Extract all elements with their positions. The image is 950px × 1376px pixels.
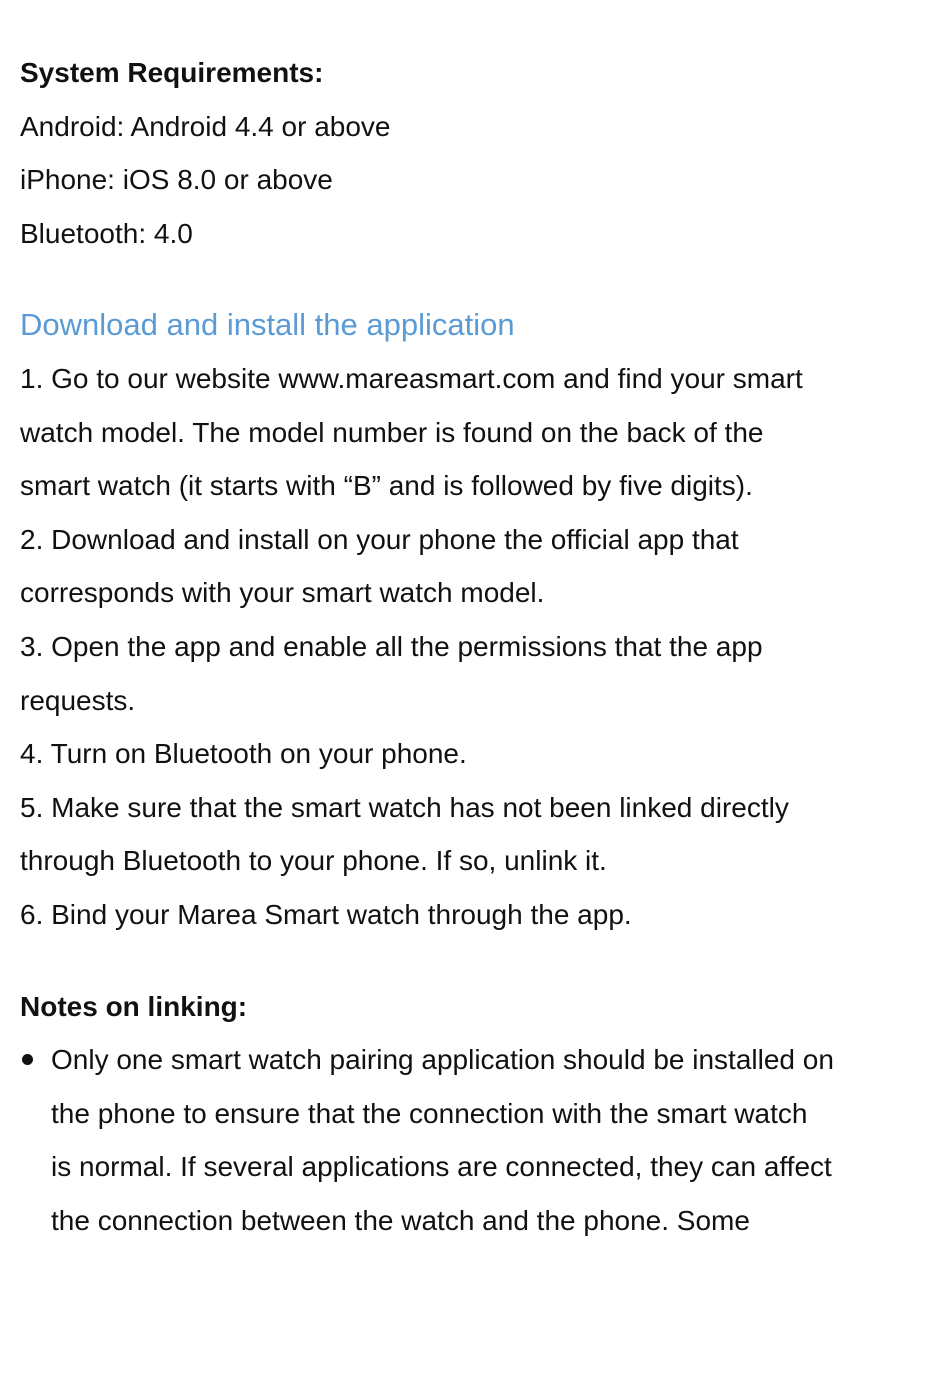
iphone-requirement: iPhone: iOS 8.0 or above	[20, 164, 333, 196]
linking-note-text	[51, 1033, 900, 1247]
linking-note-line: Only one smart watch pairing application should be installed on	[51, 1044, 834, 1076]
linking-notes-title: Notes on linking:	[20, 990, 248, 1022]
linking-note-line: is normal. If several applications are connected, they can affect	[51, 1151, 832, 1183]
document-page	[20, 46, 900, 1247]
install-line: smart watch (it starts with “B” and is followed by five digits).	[20, 470, 753, 502]
install-line: 3. Open the app and enable all the permissions that the app	[20, 630, 763, 662]
bullet-icon	[20, 1033, 51, 1087]
linking-note-bullet-item	[20, 1033, 900, 1247]
system-requirements-title: System Requirements:	[20, 57, 324, 88]
install-section	[20, 298, 900, 941]
install-line: corresponds with your smart watch model.	[20, 577, 545, 609]
install-line: watch model. The model number is found on the back of the	[20, 416, 764, 448]
install-line: 5. Make sure that the smart watch has not been linked directly	[20, 791, 789, 823]
install-heading: Download and install the application	[20, 307, 515, 343]
linking-notes-section	[20, 980, 900, 1248]
install-line: 6. Bind your Marea Smart watch through the app.	[20, 898, 632, 930]
android-requirement: Android: Android 4.4 or above	[20, 110, 391, 142]
system-requirements-section	[20, 46, 900, 260]
install-line: 4. Turn on Bluetooth on your phone.	[20, 738, 467, 770]
bluetooth-requirement: Bluetooth: 4.0	[20, 217, 193, 249]
install-line: 1. Go to our website www.mareasmart.com and find your smart	[20, 362, 803, 394]
linking-note-line: the connection between the watch and the phone. Some	[51, 1204, 750, 1236]
install-line: requests.	[20, 684, 136, 716]
install-line: through Bluetooth to your phone. If so, unlink it.	[20, 845, 607, 877]
linking-note-line: the phone to ensure that the connection with the smart watch	[51, 1097, 808, 1129]
install-line: 2. Download and install on your phone the official app that	[20, 523, 739, 555]
